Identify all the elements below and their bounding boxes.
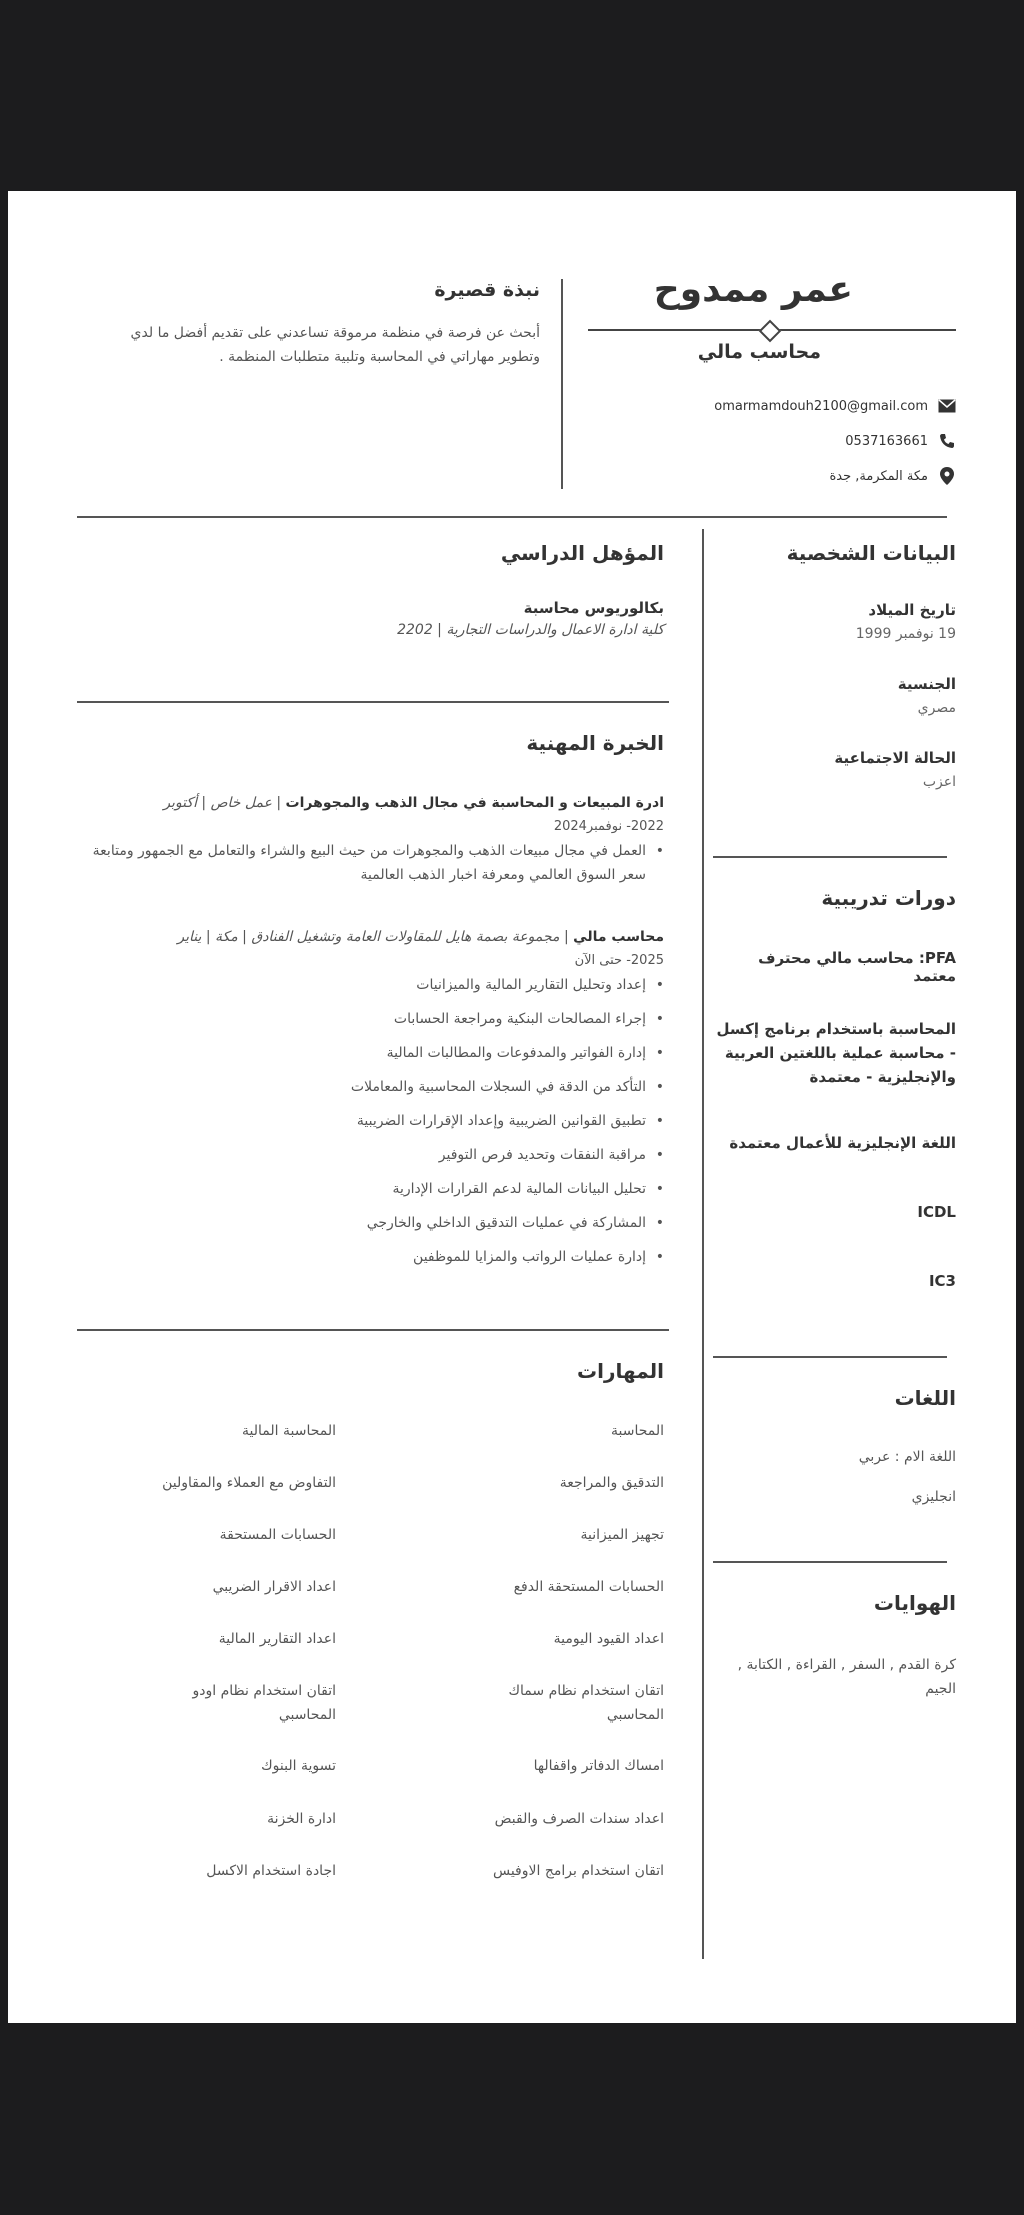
- job-title: محاسب مالي: [697, 341, 821, 363]
- job-bullet: • تحليل البيانات المالية لدعم القرارات الإدارية: [84, 1177, 664, 1201]
- job-company: | مجموعة بصمة هايل للمقاولات العامة وتشغيل الفنادق | مكة | يناير: [177, 929, 569, 945]
- course-item: IC3: [928, 1272, 956, 1290]
- skill-item: اعداد الاقرار الضريبي: [212, 1579, 336, 1595]
- job-bullet: • العمل في مجال مبيعات الذهب والمجوهرات من حيث البيع والشراء والتعامل مع الجمهور ومتابعة سعر السوق العالمي ومعرفة اخبار الذهب العالمية: [84, 839, 664, 887]
- course-item: اللغة الإنجليزية للأعمال معتمدة: [729, 1134, 956, 1152]
- personal-separator: [713, 856, 947, 858]
- skill-item: اتقان استخدام برامج الاوفيس: [492, 1863, 664, 1879]
- birthdate-value: 19 نوفمبر 1999: [855, 626, 956, 642]
- hobbies-text: كرة القدم , السفر , القراءة , الكتابة , الجيم: [737, 1657, 956, 1697]
- phone-text: 0537163661: [845, 433, 928, 449]
- skill-item: اعداد التقارير المالية: [218, 1631, 336, 1647]
- skills-title: المهارات: [577, 1359, 664, 1383]
- job-bullet: • إدارة عمليات الرواتب والمزايا للموظفين: [84, 1245, 664, 1269]
- envelope-icon: [938, 397, 956, 415]
- about-text: أبحث عن فرصة في منظمة مرموقة تساعدني على تقديم أفضل ما لدي وتطوير مهاراتي في المحاسبة وتلبية متطلبات المنظمة .: [130, 325, 540, 365]
- education-title: المؤهل الدراسي: [500, 541, 664, 565]
- job-bullet: • تطبيق القوانين الضريبية وإعداد الإقرارات الضريبية: [84, 1109, 664, 1133]
- email-text: omarmamdouh2100@gmail.com: [714, 398, 928, 414]
- birthdate-label: تاريخ الميلاد: [868, 601, 956, 619]
- resume-page: [8, 191, 1016, 2023]
- course-item: ICDL: [917, 1203, 956, 1221]
- skill-item: امساك الدفاتر واقفالها: [533, 1758, 664, 1774]
- job-dates: 2025- حتى الآن: [574, 953, 664, 968]
- education-separator: [77, 701, 669, 703]
- job-dates: 2022- نوفمبر2024: [553, 819, 664, 834]
- personal-title: البيانات الشخصية: [786, 541, 956, 565]
- skill-item: اتقان استخدام نظام اودو المحاسبي: [192, 1683, 336, 1723]
- hobbies-title: الهوايات: [873, 1591, 956, 1615]
- job-bullet: • إجراء المصالحات البنكية ومراجعة الحسابات: [84, 1007, 664, 1031]
- contact-phone: [845, 432, 956, 450]
- course-item: PFA: محاسب مالي محترف معتمد: [758, 949, 956, 985]
- marital-value: اعزب: [922, 774, 956, 790]
- nationality-value: مصري: [917, 700, 956, 716]
- skill-item: اعداد القيود اليومية: [553, 1631, 664, 1647]
- skill-item: اجادة استخدام الاكسل: [206, 1863, 336, 1879]
- job-bullet: • إدارة الفواتير والمدفوعات والمطالبات المالية: [84, 1041, 664, 1065]
- location-text: مكة المكرمة, جدة: [829, 468, 928, 484]
- job-role: محاسب مالي: [573, 929, 664, 945]
- experience-separator: [77, 1329, 669, 1331]
- marital-label: الحالة الاجتماعية: [834, 749, 956, 767]
- languages-title: اللغات: [894, 1386, 956, 1410]
- skill-item: اتقان استخدام نظام سماك المحاسبي: [508, 1683, 664, 1723]
- job-entry: [84, 925, 664, 1279]
- phone-icon: [938, 432, 956, 450]
- full-name: عمر ممدوح: [653, 269, 853, 310]
- courses-title: دورات تدريبية: [821, 886, 956, 910]
- job-bullet: • المشاركة في عمليات التدقيق الداخلي والخارجي: [84, 1211, 664, 1235]
- skill-item: المحاسبة المالية: [242, 1423, 336, 1439]
- skill-item: المحاسبة: [610, 1423, 664, 1439]
- course-item: المحاسبة باستخدام برنامج إكسل - محاسبة عملية باللغتين العربية والإنجليزية - معتمدة: [716, 1020, 956, 1086]
- skill-item: تجهيز الميزانية: [580, 1527, 664, 1543]
- nationality-label: الجنسية: [897, 675, 956, 693]
- contact-location: [829, 467, 956, 485]
- school: كلية ادارة الاعمال والدراسات التجارية | 2202: [397, 622, 664, 638]
- skill-item: ادارة الخزنة: [267, 1811, 336, 1827]
- header-separator: [77, 516, 947, 518]
- courses-separator: [713, 1356, 947, 1358]
- diamond-ornament: [759, 320, 782, 343]
- column-divider: [702, 529, 704, 1959]
- contact-email: [714, 397, 956, 415]
- language-item: اللغة الام : عربي: [858, 1449, 956, 1465]
- language-item: انجليزي: [911, 1489, 956, 1505]
- languages-separator: [713, 1561, 947, 1563]
- skill-item: تسوية البنوك: [261, 1758, 336, 1774]
- job-entry: [84, 791, 664, 897]
- job-bullet: • مراقبة النفقات وتحديد فرص التوفير: [84, 1143, 664, 1167]
- map-pin-icon: [938, 467, 956, 485]
- job-role: ادرة المبيعات و المحاسبة في مجال الذهب والمجوهرات: [285, 795, 664, 811]
- skill-item: التدقيق والمراجعة: [559, 1475, 664, 1491]
- skill-item: الحسابات المستحقة الدفع: [513, 1579, 664, 1595]
- skill-item: الحسابات المستحقة: [219, 1527, 336, 1543]
- job-bullet: • التأكد من الدقة في السجلات المحاسبية والمعاملات: [84, 1075, 664, 1099]
- job-bullet: • إعداد وتحليل التقارير المالية والميزانيات: [84, 973, 664, 997]
- skill-item: التفاوض مع العملاء والمقاولين: [162, 1475, 336, 1491]
- experience-title: الخبرة المهنية: [526, 731, 664, 755]
- skill-item: اعداد سندات الصرف والقبض: [494, 1811, 664, 1827]
- about-title: نبذة قصيرة: [434, 279, 540, 301]
- header-divider: [561, 279, 563, 489]
- degree: بكالوريوس محاسبة: [523, 599, 664, 617]
- job-company: | عمل خاص | أكتوبر: [163, 795, 282, 811]
